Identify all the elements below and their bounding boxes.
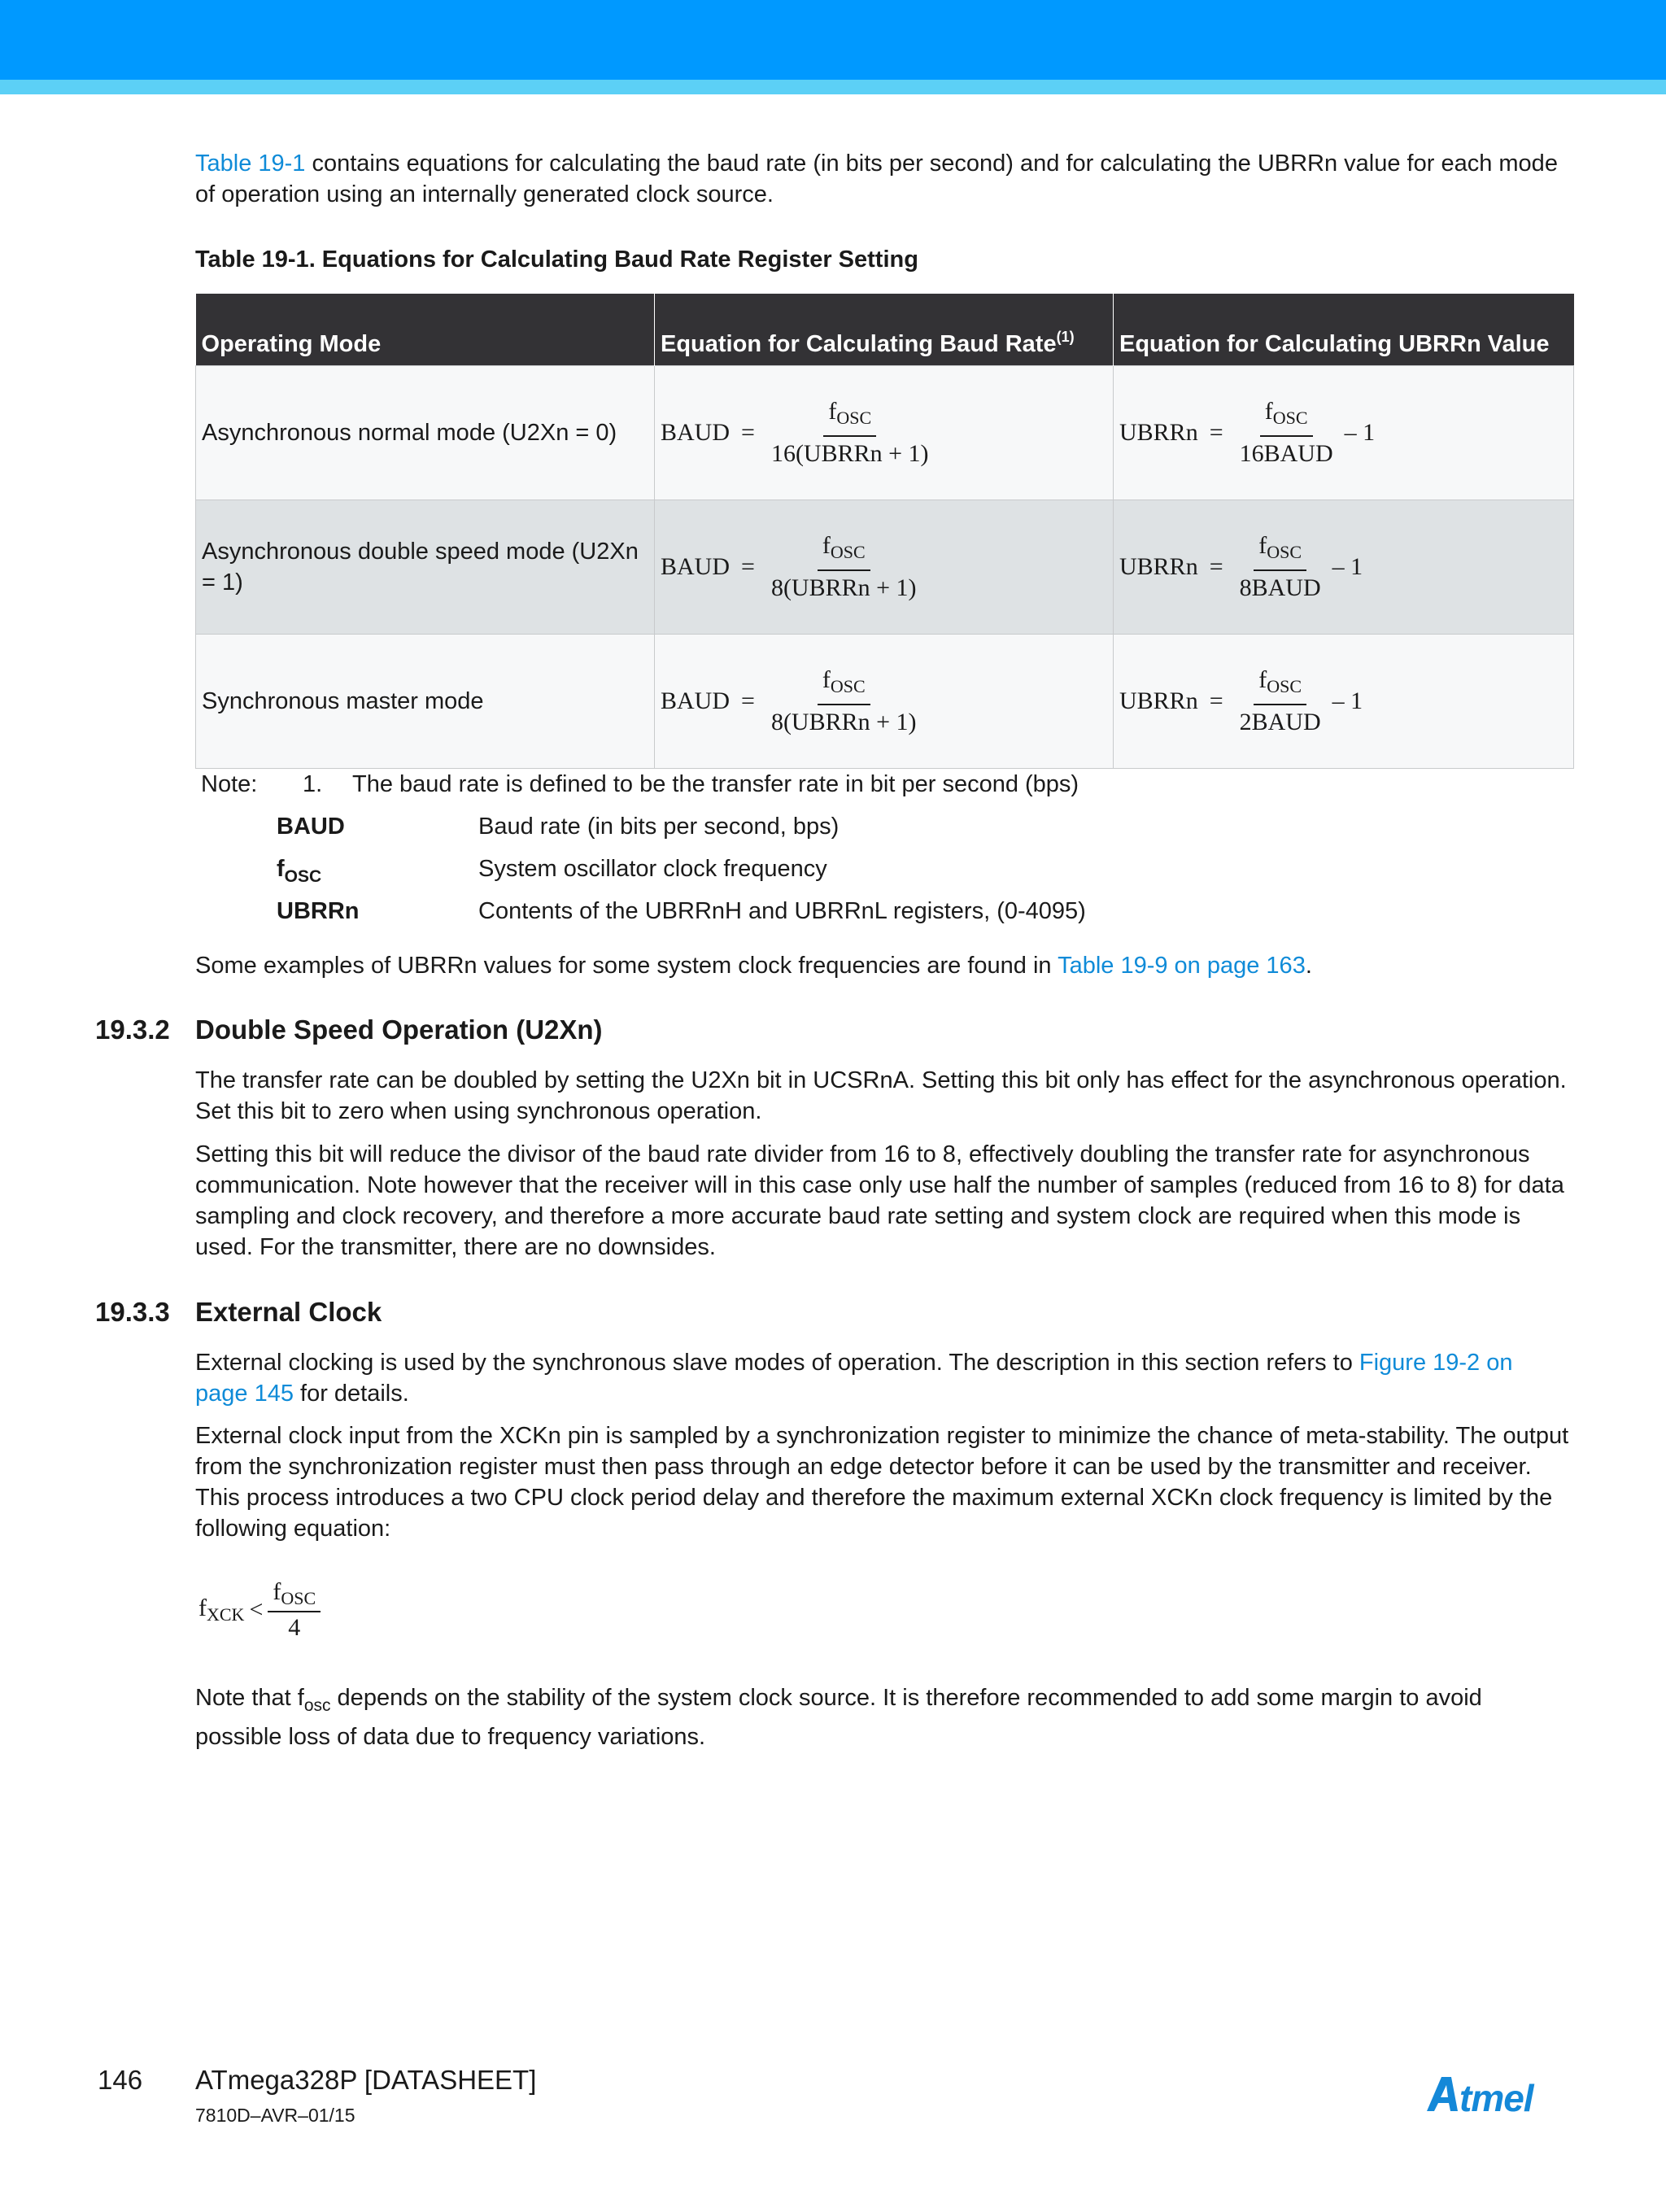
intro-paragraph: Table 19-1 contains equations for calculating the baud rate (in bits per second) and for calculating the UBRRn value for each mode of operation using an internally generated clock source. xyxy=(195,151,1558,207)
header-stripe xyxy=(0,80,1666,94)
definition-row xyxy=(0,854,1666,886)
definition-term: BAUD xyxy=(277,814,345,840)
operating-mode-cell: Synchronous master mode xyxy=(196,635,655,769)
table-header-row xyxy=(196,294,1574,366)
section-title: External Clock xyxy=(195,1297,382,1327)
definition-term: UBRRn xyxy=(277,898,360,924)
section-paragraph: Setting this bit will reduce the divisor of the baud rate divider from 16 to 8, effectively doubling the transfer rate for asynchronous communication. Note however that the receiver will in this case only use half the number of samples (reduced from 16 to 8) for data sampling and clock recovery, and therefore a more accurate baud rate setting and system clock are required when this mode is used. For the transmitter, there are no downsides. xyxy=(195,1141,1564,1260)
figure-19-2-link[interactable]: Figure 19-2 on page 145 xyxy=(195,1350,1513,1407)
section-number: 19.3.3 xyxy=(95,1297,170,1327)
ubrr-equation: UBRRn = $\frac{f_{OSC}}{\text{16BAUD}}$ – 1 xyxy=(1119,398,1376,467)
baud-equation-cell xyxy=(655,635,1114,769)
table-row xyxy=(196,366,1574,500)
header-bar xyxy=(0,0,1666,80)
definition-description: Contents of the UBRRnH and UBRRnL registers, (0-4095) xyxy=(478,898,1086,924)
ubrr-equation: UBRRn = $\frac{f_{OSC}}{\text{2BAUD}}$ – 1 xyxy=(1119,666,1363,735)
svg-text:tmel: tmel xyxy=(1459,2077,1533,2119)
section-paragraph: The transfer rate can be doubled by setting the U2Xn bit in UCSRnA. Setting this bit only has effect for the asynchronous operation. Set this bit to zero when using synchronous operation. xyxy=(195,1067,1567,1124)
atmel-logo xyxy=(1424,2070,1570,2119)
definition-row xyxy=(0,897,1666,926)
definition-description: Baud rate (in bits per second, bps) xyxy=(478,814,840,840)
header-baud-equation: Equation for Calculating Baud Rate$^{(1)}$ xyxy=(655,294,1114,366)
table-19-9-link[interactable]: Table 19-9 on page 163 xyxy=(1058,953,1306,979)
baud-rate-table xyxy=(195,294,1574,769)
baud-equation-cell xyxy=(655,366,1114,500)
operating-mode-cell: Asynchronous normal mode (U2Xn = 0) xyxy=(196,366,655,500)
document-title: ATmega328P [DATASHEET] xyxy=(195,2065,537,2095)
header-operating-mode: Operating Mode xyxy=(196,294,655,366)
table-caption: Table 19-1. Equations for Calculating Baud Rate Register Setting xyxy=(195,247,918,273)
header-ubrr-equation: Equation for Calculating UBRRn Value xyxy=(1114,294,1574,366)
baud-equation: BAUD = $\frac{f_{OSC}}{\text{8(UBRRn + 1)}}$ xyxy=(661,666,917,735)
baud-equation-cell xyxy=(655,500,1114,635)
baud-equation: BAUD = $\frac{f_{OSC}}{\text{16(UBRRn + 1)}}$ xyxy=(661,398,929,467)
section-paragraph: External clocking is used by the synchronous slave modes of operation. The description in this section refers to Figure 19-2 on page 145 for details. xyxy=(195,1350,1513,1407)
ubrr-equation: UBRRn = $\frac{f_{OSC}}{\text{8BAUD}}$ – 1 xyxy=(1119,532,1363,601)
note-text: The baud rate is defined to be the transfer rate in bit per second (bps) xyxy=(352,771,1079,797)
table-row xyxy=(196,500,1574,635)
operating-mode-cell: Asynchronous double speed mode (U2Xn = 1) xyxy=(196,500,655,635)
document-code: 7810D–AVR–01/15 xyxy=(195,2105,355,2126)
examples-paragraph: Some examples of UBRRn values for some system clock frequencies are found in Table 19-9 on page 163. xyxy=(195,953,1312,979)
ubrr-equation-cell xyxy=(1114,366,1574,500)
definition-description: System oscillator clock frequency xyxy=(478,856,827,882)
ubrr-equation-cell xyxy=(1114,500,1574,635)
note-label: Note: xyxy=(201,771,258,797)
table-row xyxy=(196,635,1574,769)
definition-term: $f_{OSC}$ xyxy=(277,856,322,886)
section-number: 19.3.2 xyxy=(95,1014,170,1045)
note-number: 1. xyxy=(303,771,323,797)
definition-row xyxy=(0,812,1666,841)
xck-frequency-equation: $f_{XCK}$ < $\frac{f_{OSC}}{4}$ xyxy=(198,1578,321,1642)
baud-equation: BAUD = $\frac{f_{OSC}}{\text{8(UBRRn + 1)}}$ xyxy=(661,532,917,601)
table-19-1-link[interactable]: Table 19-1 xyxy=(195,151,306,177)
page-number: 146 xyxy=(98,2065,143,2095)
section-title: Double Speed Operation (U2Xn) xyxy=(195,1014,603,1045)
ubrr-equation-cell xyxy=(1114,635,1574,769)
section-paragraph: External clock input from the XCKn pin is sampled by a synchronization register to minimize the chance of meta-stability. The output from the synchronization register must then pass through an edge detector before it can be used by the transmitter and receiver. This process introduces a two CPU clock period delay and therefore the maximum external XCKn clock frequency is limited by the following equation: xyxy=(195,1423,1569,1542)
section-paragraph: Note that $f_{osc}$ depends on the stability of the system clock source. It is therefore recommended to add some margin to avoid possible loss of data due to frequency variations. xyxy=(195,1685,1482,1750)
